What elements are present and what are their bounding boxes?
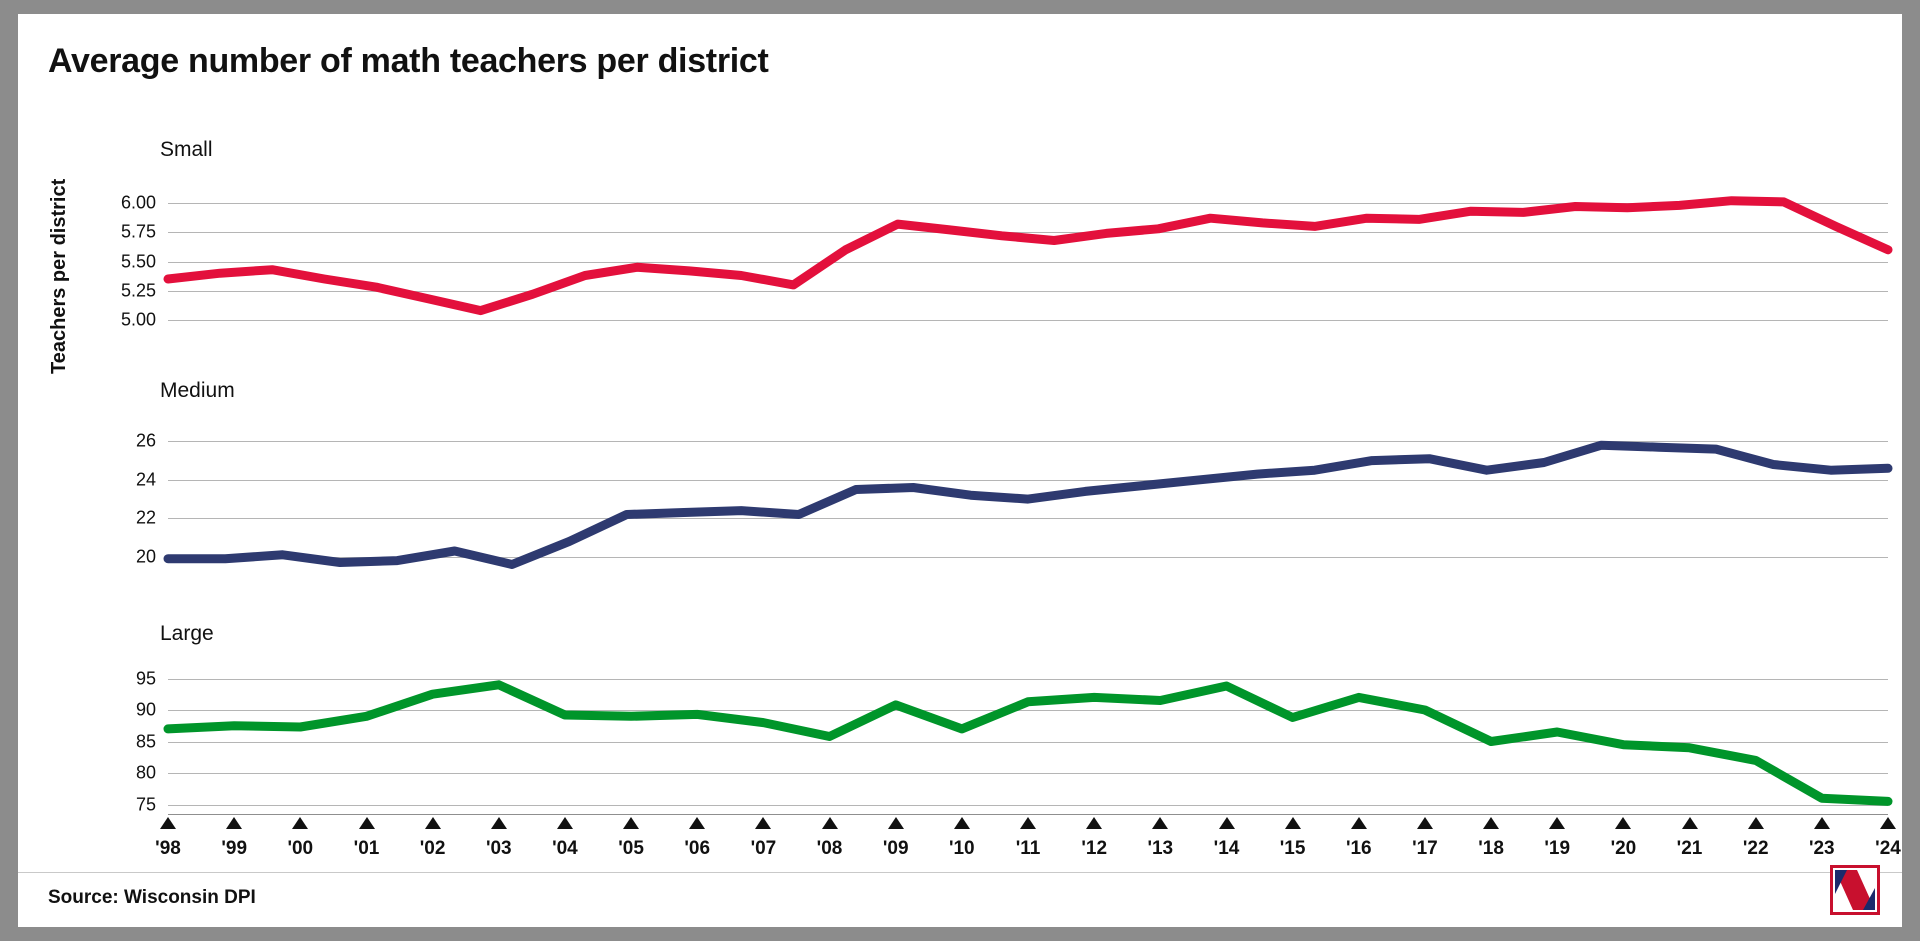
x-tick-label: '21 xyxy=(1676,838,1703,859)
x-tick-marker xyxy=(359,817,375,829)
y-tick-label: 5.75 xyxy=(120,221,156,242)
footer-divider xyxy=(18,872,1902,873)
x-tick-label: '06 xyxy=(684,838,711,859)
x-tick-marker xyxy=(954,817,970,829)
x-tick-marker xyxy=(888,817,904,829)
x-tick-marker xyxy=(1152,817,1168,829)
panel-label-medium: Medium xyxy=(160,379,235,402)
x-tick-label: '14 xyxy=(1213,838,1240,859)
x-tick-label: '11 xyxy=(1015,838,1041,859)
x-axis-line xyxy=(168,814,1888,815)
x-tick-marker xyxy=(1549,817,1565,829)
y-tick-label: 85 xyxy=(135,731,156,751)
y-tick-label: 6.00 xyxy=(120,192,156,213)
x-tick-label: '12 xyxy=(1081,838,1108,859)
x-tick-marker xyxy=(623,817,639,829)
y-tick-label: 20 xyxy=(135,546,156,567)
plot-small xyxy=(120,189,1888,334)
panel-label-small: Small xyxy=(160,138,213,161)
x-tick-label: '04 xyxy=(552,838,578,859)
x-tick-marker xyxy=(755,817,771,829)
x-tick-marker xyxy=(1615,817,1631,829)
x-tick-marker xyxy=(292,817,308,829)
series-medium xyxy=(168,426,1888,576)
plot-large xyxy=(135,668,1888,814)
x-tick-label: '18 xyxy=(1478,838,1504,859)
x-tick-marker xyxy=(1351,817,1367,829)
x-tick-marker xyxy=(1483,817,1499,829)
x-tick-label: '20 xyxy=(1610,838,1637,859)
x-tick-marker xyxy=(160,817,176,829)
series-small xyxy=(168,189,1888,334)
x-tick-marker xyxy=(1814,817,1830,829)
x-tick-label: '10 xyxy=(948,838,975,859)
x-tick-marker xyxy=(1086,817,1102,829)
x-tick-marker xyxy=(1880,817,1896,829)
x-tick-marker xyxy=(1682,817,1698,829)
x-tick-label: '15 xyxy=(1279,838,1306,859)
y-tick-label: 26 xyxy=(135,430,156,451)
x-tick-marker xyxy=(1748,817,1764,829)
x-tick-label: '08 xyxy=(816,838,843,859)
x-tick-label: '00 xyxy=(287,838,314,859)
x-tick-label: '99 xyxy=(221,838,248,859)
page-title: Average number of math teachers per district xyxy=(48,42,769,80)
x-tick-label: '01 xyxy=(353,838,380,859)
x-tick-marker xyxy=(226,817,242,829)
y-tick-label: 75 xyxy=(135,794,156,814)
y-tick-label: 22 xyxy=(135,507,156,528)
wisconsin-watch-logo-icon xyxy=(1830,865,1880,915)
x-tick-label: '07 xyxy=(750,838,777,859)
x-tick-label: '22 xyxy=(1742,838,1769,859)
x-tick-marker xyxy=(425,817,441,829)
y-tick-label: 5.25 xyxy=(120,280,156,301)
x-tick-label: '16 xyxy=(1345,838,1372,859)
x-tick-marker xyxy=(557,817,573,829)
x-tick-label: '17 xyxy=(1412,838,1438,859)
x-tick-label: '19 xyxy=(1544,838,1571,859)
x-tick-label: '02 xyxy=(419,838,446,859)
y-tick-label: 80 xyxy=(135,762,156,783)
x-tick-label: '03 xyxy=(485,838,512,859)
x-tick-marker xyxy=(1417,817,1433,829)
plot-medium xyxy=(135,426,1888,576)
x-tick-marker xyxy=(822,817,838,829)
y-tick-label: 95 xyxy=(135,668,156,688)
series-large xyxy=(168,669,1888,814)
x-tick-marker xyxy=(491,817,507,829)
y-tick-label: 5.00 xyxy=(120,309,156,330)
y-tick-label: 5.50 xyxy=(120,251,156,271)
x-tick-marker xyxy=(1285,817,1301,829)
x-tick-marker xyxy=(689,817,705,829)
y-tick-label: 90 xyxy=(135,699,156,720)
panel-label-large: Large xyxy=(160,622,214,645)
x-tick-label: '09 xyxy=(882,838,909,859)
x-tick-label: '13 xyxy=(1147,838,1174,859)
x-tick-label: '23 xyxy=(1808,838,1835,859)
chart-card xyxy=(18,14,1902,927)
x-tick-label: '05 xyxy=(618,838,644,859)
x-tick-marker xyxy=(1219,817,1235,829)
x-tick-label: '24 xyxy=(1875,838,1901,859)
y-axis-title: Teachers per district xyxy=(48,178,70,374)
x-tick-marker xyxy=(1020,817,1036,829)
x-tick-label: '98 xyxy=(155,838,181,859)
y-tick-label: 24 xyxy=(135,469,156,490)
source-note: Source: Wisconsin DPI xyxy=(48,887,256,908)
